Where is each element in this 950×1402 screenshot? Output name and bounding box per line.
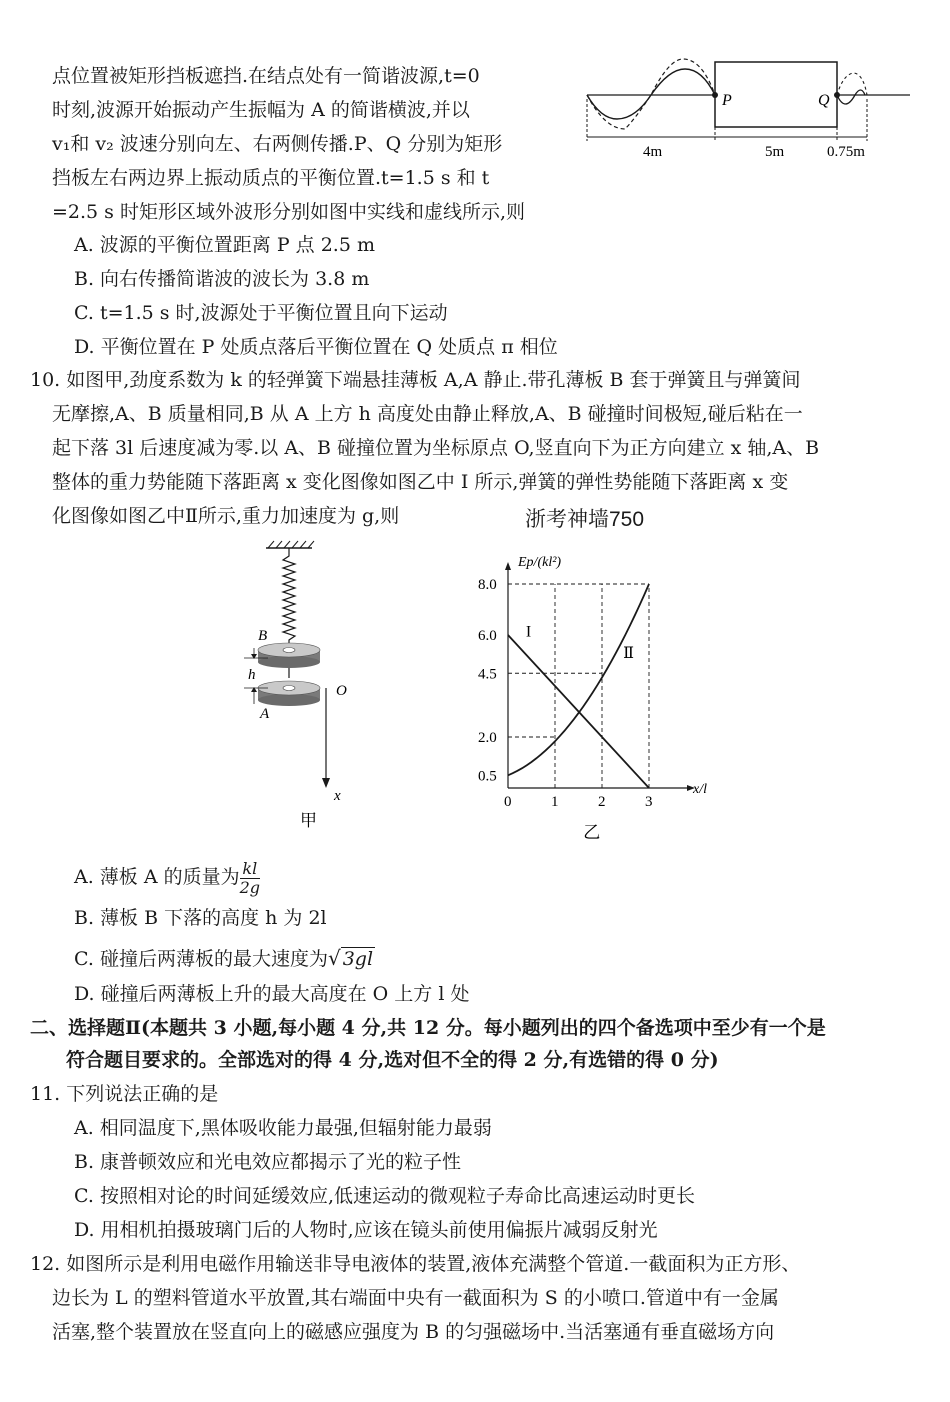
label-o: O	[336, 683, 347, 699]
q10-line-5: 化图像如图乙中Ⅱ所示,重力加速度为 g,则	[52, 505, 400, 527]
watermark: 浙考神墙750	[525, 508, 645, 531]
y-tick-label: 0.5	[478, 768, 497, 785]
dim-5m: 5m	[765, 144, 785, 160]
wave-figure	[565, 55, 920, 165]
q9-line-3: v₁和 v₂ 波速分别向左、右两侧传播.P、Q 分别为矩形	[52, 133, 503, 155]
caption-jia: 甲	[300, 811, 317, 830]
y-tick-label: 8.0	[478, 577, 497, 593]
y-tick-label: 6.0	[478, 628, 497, 644]
right-solid-waveform	[837, 90, 865, 104]
section2-line-1: 二、选择题Ⅱ(本题共 3 小题,每小题 4 分,共 12 分。每小题列出的四个备选项中至少有一个是	[30, 1017, 826, 1039]
x-tick-label: 3	[645, 794, 653, 810]
q11-stem: 11. 下列说法正确的是	[30, 1083, 219, 1105]
fraction-kl-2g: $\frac{kl}{2g}$	[239, 858, 261, 897]
y-axis-label: Ep/(kl²)	[518, 555, 562, 570]
q11-option-d: D. 用相机拍摄玻璃门后的人物时,应该在镜头前使用偏振片减弱反射光	[74, 1219, 658, 1241]
series-i-label: I	[525, 623, 532, 641]
q11-option-c: C. 按照相对论的时间延缓效应,低速运动的微观粒子寿命比高速运动时更长	[74, 1185, 695, 1207]
q10-option-a-text: A. 薄板 A 的质量为	[74, 866, 240, 888]
point-q	[834, 92, 840, 98]
label-h: h	[248, 667, 256, 683]
y-axis-arrow	[505, 562, 511, 570]
dim-4m: 4m	[643, 144, 663, 160]
section2-line-2: 符合题目要求的。全部选对的得 4 分,选对但不全的得 2 分,有选错的得 0 分)	[66, 1049, 719, 1071]
solid-waveform	[587, 69, 715, 119]
dim-075m: 0.75m	[827, 144, 865, 160]
q10-option-c	[74, 944, 375, 973]
x-axis-label: x/l	[693, 782, 707, 797]
plate-a	[258, 681, 320, 706]
q10-line-2: 无摩擦,A、B 质量相同,B 从 A 上方 h 高度处由静止释放,A、B 碰撞时间极短,碰后粘在一	[52, 403, 803, 425]
x-tick-label: 2	[598, 794, 606, 810]
x-tick-label: 1	[551, 794, 559, 810]
q10-option-b: B. 薄板 B 下落的高度 h 为 2l	[74, 907, 327, 929]
y-tick-label: 4.5	[478, 666, 497, 683]
label-q: Q	[818, 92, 830, 109]
q11-option-b: B. 康普顿效应和光电效应都揭示了光的粒子性	[74, 1151, 462, 1173]
label-x: x	[334, 788, 341, 804]
q10-line-3: 起下落 3l 后速度减为零.以 A、B 碰撞位置为坐标原点 O,竖直向下为正方向建立 x 轴,A、B	[52, 437, 820, 459]
figure-jia	[230, 538, 380, 838]
plate-b	[258, 643, 320, 668]
q10-line-4: 整体的重力势能随下落距离 x 变化图像如图乙中 I 所示,弹簧的弹性势能随下落距离 x 变	[52, 471, 789, 493]
q9-line-4: 挡板左右两边界上振动质点的平衡位置.t=1.5 s 和 t	[52, 167, 490, 189]
q9-line-1: 点位置被矩形挡板遮挡.在结点处有一简谐波源,t=0	[52, 65, 480, 87]
point-p	[712, 92, 718, 98]
q12-line-1: 12. 如图所示是利用电磁作用输送非导电液体的装置,液体充满整个管道.一截面积为正方形、	[30, 1253, 801, 1275]
q10-option-a	[74, 858, 260, 897]
q9-option-b: B. 向右传播简谐波的波长为 3.8 m	[74, 268, 370, 290]
q9-option-d: D. 平衡位置在 P 处质点落后平衡位置在 Q 处质点 π 相位	[74, 336, 558, 358]
q9-line-5: =2.5 s 时矩形区域外波形分别如图中实线和虚线所示,则	[52, 201, 526, 223]
q12-line-2: 边长为 L 的塑料管道水平放置,其右端面中央有一截面积为 S 的小喷口.管道中有一金属	[52, 1287, 779, 1309]
sqrt-radicand: 3gl	[342, 948, 374, 970]
series-ii-label: Ⅱ	[623, 644, 635, 662]
sqrt-symbol: √	[327, 946, 341, 970]
label-p: P	[722, 92, 732, 109]
x-tick-label: 0	[504, 794, 512, 810]
caption-yi: 乙	[583, 823, 601, 840]
label-b: B	[258, 628, 268, 644]
q10-line-1: 10. 如图甲,劲度系数为 k 的轻弹簧下端悬挂薄板 A,A 静止.带孔薄板 B 套于弹簧且与弹簧间	[30, 369, 801, 391]
label-a: A	[260, 706, 270, 722]
q10-option-c-text: C. 碰撞后两薄板的最大速度为	[74, 948, 328, 970]
energy-chart	[460, 540, 720, 840]
q9-option-c: C. t=1.5 s 时,波源处于平衡位置且向下运动	[74, 302, 448, 324]
series-ii-curve	[508, 584, 649, 775]
q9-option-a: A. 波源的平衡位置距离 P 点 2.5 m	[74, 234, 375, 256]
q9-line-2: 时刻,波源开始振动产生振幅为 A 的简谐横波,并以	[52, 99, 470, 121]
q11-option-a: A. 相同温度下,黑体吸收能力最强,但辐射能力最弱	[74, 1117, 492, 1139]
q12-line-3: 活塞,整个装置放在竖直向上的磁感应强度为 B 的匀强磁场中.当活塞通有垂直磁场方向	[52, 1321, 775, 1343]
y-tick-label: 2.0	[478, 730, 497, 746]
q10-option-d: D. 碰撞后两薄板上升的最大高度在 O 上方 l 处	[74, 983, 470, 1005]
